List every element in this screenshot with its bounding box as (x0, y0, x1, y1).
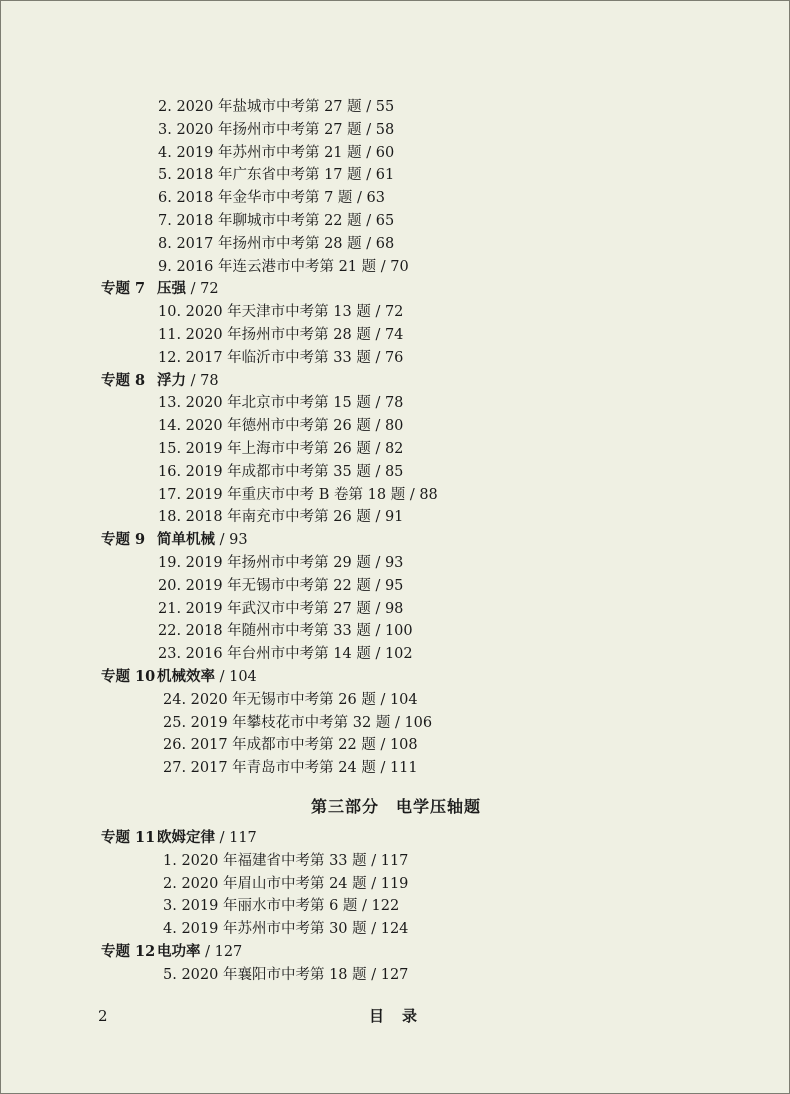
toc-entry: 15. 2019 年上海市中考第 26 题 / 82 (158, 441, 404, 457)
toc-entry: 26. 2017 年成都市中考第 22 题 / 108 (163, 737, 418, 754)
part-title: 第三部分 电学压轴题 (310, 797, 481, 816)
page-number: 2 (98, 1007, 108, 1025)
toc-entry: 22. 2018 年随州市中考第 33 题 / 100 (158, 623, 413, 640)
topic-label: 专题 10 (101, 668, 156, 685)
toc-entry: 14. 2020 年德州市中考第 26 题 / 80 (158, 418, 404, 435)
toc-topic (101, 278, 219, 300)
toc-entry: 8. 2017 年扬州市中考第 28 题 / 68 (158, 235, 395, 252)
toc-entry: 7. 2018 年聊城市中考第 22 题 / 65 (158, 213, 395, 229)
toc-entry: 18. 2018 年南充市中考第 26 题 / 91 (158, 509, 404, 526)
toc-entry: 13. 2020 年北京市中考第 15 题 / 78 (158, 395, 404, 412)
toc-entry: 4. 2019 年苏州市中考第 21 题 / 60 (158, 144, 395, 161)
topic-label: 专题 8 (101, 371, 146, 389)
topic-page: / 127 (200, 944, 243, 960)
toc-entry: 19. 2019 年扬州市中考第 29 题 / 93 (158, 555, 404, 571)
toc-entry: 1. 2020 年福建省中考第 33 题 / 117 (163, 852, 409, 869)
toc-topic (101, 827, 257, 849)
topic-name: 压强 (157, 280, 186, 298)
topic-name: 浮力 (157, 371, 186, 389)
toc-entry: 16. 2019 年成都市中考第 35 题 / 85 (158, 463, 404, 480)
toc-entry: 23. 2016 年台州市中考第 14 题 / 102 (158, 646, 413, 663)
toc-entry: 21. 2019 年武汉市中考第 27 题 / 98 (158, 600, 404, 617)
topic-label: 专题 12 (101, 943, 156, 960)
toc-topic (101, 370, 219, 392)
toc-entry: 11. 2020 年扬州市中考第 28 题 / 74 (158, 327, 404, 343)
toc-entry: 5. 2020 年襄阳市中考第 18 题 / 127 (163, 966, 409, 983)
topic-label: 专题 7 (101, 280, 146, 298)
topic-name: 电功率 (157, 943, 201, 960)
topic-label: 专题 11 (101, 829, 156, 846)
toc-entry: 3. 2020 年扬州市中考第 27 题 / 58 (158, 121, 395, 138)
toc-topic (101, 529, 248, 551)
topic-page: / 117 (215, 830, 257, 846)
topic-page: / 93 (215, 532, 248, 549)
toc-entry: 20. 2019 年无锡市中考第 22 题 / 95 (158, 577, 404, 594)
toc-entry: 12. 2017 年临沂市中考第 33 题 / 76 (158, 349, 404, 366)
topic-name: 欧姆定律 (157, 829, 215, 846)
toc-entry: 9. 2016 年连云港市中考第 21 题 / 70 (158, 258, 409, 275)
topic-page: / 78 (186, 372, 219, 389)
toc-entry: 24. 2020 年无锡市中考第 26 题 / 104 (163, 691, 418, 708)
footer-title: 目录 (369, 1007, 436, 1025)
topic-page: / 72 (186, 281, 219, 298)
toc-entry: 25. 2019 年攀枝花市中考第 32 题 / 106 (163, 714, 433, 731)
toc-entry: 17. 2019 年重庆市中考 B 卷第 18 题 / 88 (158, 486, 438, 503)
toc-entry: 2. 2020 年盐城市中考第 27 题 / 55 (158, 99, 395, 115)
toc-entry: 3. 2019 年丽水市中考第 6 题 / 122 (163, 898, 400, 915)
topic-name: 简单机械 (157, 531, 215, 549)
toc-entry: 5. 2018 年广东省中考第 17 题 / 61 (158, 167, 395, 184)
toc-entry: 4. 2019 年苏州市中考第 30 题 / 124 (163, 921, 409, 938)
topic-name: 机械效率 (157, 668, 215, 685)
topic-page: / 104 (215, 669, 257, 685)
toc-topic (101, 941, 242, 963)
toc-entry: 2. 2020 年眉山市中考第 24 题 / 119 (163, 875, 409, 892)
toc-topic (101, 666, 257, 688)
toc-entry: 10. 2020 年天津市中考第 13 题 / 72 (158, 304, 404, 321)
toc-entry: 6. 2018 年金华市中考第 7 题 / 63 (158, 190, 385, 207)
topic-label: 专题 9 (101, 531, 146, 549)
toc-entry: 27. 2017 年青岛市中考第 24 题 / 111 (163, 760, 418, 777)
